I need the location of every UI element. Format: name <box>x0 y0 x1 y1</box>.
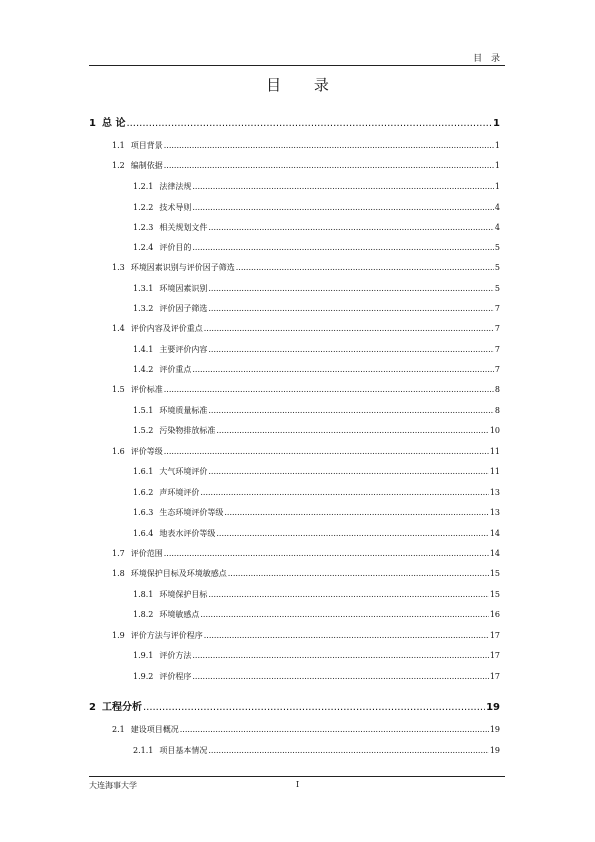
toc-entry-page: 1 <box>494 161 500 170</box>
toc-dot-leader <box>192 182 494 191</box>
toc-entry-number: 1.3 <box>112 263 125 272</box>
toc-entry-number: 1.6.1 <box>133 467 154 476</box>
toc-entry-page: 15 <box>489 590 500 599</box>
toc-entry[interactable] <box>133 650 500 661</box>
toc-entry[interactable] <box>133 364 500 375</box>
toc-entry[interactable] <box>112 446 500 457</box>
toc-entry-page: 1 <box>494 182 500 191</box>
toc-dot-leader <box>216 426 488 435</box>
toc-dot-leader <box>192 203 494 212</box>
toc-entry-title: 技术导则 <box>159 203 192 212</box>
toc-entry-number: 2.1 <box>112 725 125 734</box>
toc-entry-title: 评价因子筛选 <box>159 304 208 313</box>
toc-entry-number: 1.5.1 <box>133 406 154 415</box>
toc-entry-page: 16 <box>489 610 500 619</box>
toc-entry-number: 1.8.1 <box>133 590 154 599</box>
toc-entry-number: 1.9.1 <box>133 651 154 660</box>
toc-entry-page: 7 <box>494 345 500 354</box>
toc-entry[interactable] <box>112 548 500 559</box>
toc-dot-leader <box>192 243 494 252</box>
page-title: 目 录 <box>266 76 343 94</box>
toc-entry[interactable] <box>112 323 500 334</box>
toc-dot-leader <box>143 702 485 713</box>
toc-entry-page: 5 <box>494 284 500 293</box>
toc-dot-leader <box>200 488 488 497</box>
toc-dot-leader <box>208 345 494 354</box>
toc-dot-leader <box>208 223 494 232</box>
toc-entry-number: 2 <box>89 702 96 713</box>
toc-entry-number: 1.6.3 <box>133 508 154 517</box>
toc-entry[interactable] <box>133 242 500 253</box>
toc-entry-title: 工程分析 <box>101 702 142 713</box>
toc-entry-number: 1.5 <box>112 385 125 394</box>
toc-entry-number: 1.2.2 <box>133 203 154 212</box>
toc-entry-title: 声环境评价 <box>159 488 200 497</box>
toc-entry[interactable] <box>112 568 500 579</box>
toc-entry[interactable] <box>133 487 500 498</box>
toc-entry-number: 1.7 <box>112 549 125 558</box>
toc-entry-title: 建设项目概况 <box>130 725 179 734</box>
toc-entry-title: 大气环境评价 <box>159 467 208 476</box>
toc-entry-page: 13 <box>489 488 500 497</box>
toc-entry-number: 1.6.4 <box>133 529 154 538</box>
toc-entry-number: 1.2 <box>112 161 125 170</box>
toc-dot-leader <box>208 304 494 313</box>
toc-entry-page: 1 <box>494 141 500 150</box>
toc-dot-leader <box>208 284 494 293</box>
toc-entry[interactable] <box>133 202 500 213</box>
toc-entry-title: 评价内容及评价重点 <box>130 324 203 333</box>
toc-entry-page: 19 <box>486 702 500 713</box>
toc-entry-title: 项目背景 <box>130 141 163 150</box>
toc-dot-leader <box>200 610 488 619</box>
toc-entry[interactable] <box>89 698 500 713</box>
toc-entry-page: 8 <box>494 385 500 394</box>
toc-entry-number: 1.6.2 <box>133 488 154 497</box>
toc-entry-page: 7 <box>494 304 500 313</box>
running-head: 目 录 <box>473 54 503 64</box>
toc-entry-title: 评价程序 <box>159 672 192 681</box>
toc-entry-page: 5 <box>494 263 500 272</box>
toc-entry-page: 15 <box>489 569 500 578</box>
toc-entry-number: 1.8.2 <box>133 610 154 619</box>
toc-entry-page: 19 <box>489 746 500 755</box>
toc-entry[interactable] <box>133 609 500 620</box>
toc-entry-title: 总 论 <box>101 118 126 129</box>
toc-entry[interactable] <box>133 671 500 682</box>
toc-dot-leader <box>204 324 494 333</box>
toc-dot-leader <box>208 467 488 476</box>
toc-entry[interactable] <box>89 114 500 129</box>
toc-entry-page: 17 <box>489 631 500 640</box>
toc-dot-leader <box>228 569 489 578</box>
toc-dot-leader <box>164 385 494 394</box>
toc-entry-number: 1.9.2 <box>133 672 154 681</box>
toc-entry-number: 1.4.2 <box>133 365 154 374</box>
toc-entry-page: 17 <box>489 651 500 660</box>
toc-entry[interactable] <box>133 405 500 416</box>
toc-entry[interactable] <box>133 344 500 355</box>
toc-entry-title: 环境保护目标及环境敏感点 <box>130 569 227 578</box>
toc-dot-leader <box>224 508 488 517</box>
toc-entry-number: 1.8 <box>112 569 125 578</box>
toc-entry-number: 1.4 <box>112 324 125 333</box>
toc-entry-page: 7 <box>494 365 500 374</box>
toc-entry-number: 1.3.2 <box>133 304 154 313</box>
toc-entry[interactable] <box>133 222 500 233</box>
toc-entry-number: 1.2.3 <box>133 223 154 232</box>
toc-entry-title: 编制依据 <box>130 161 163 170</box>
toc-entry-page: 13 <box>489 508 500 517</box>
toc-entry[interactable] <box>112 724 500 735</box>
toc-entry[interactable] <box>133 425 500 436</box>
toc-entry[interactable] <box>133 303 500 314</box>
toc-entry[interactable] <box>112 262 500 273</box>
toc-dot-leader <box>204 631 489 640</box>
toc-entry-page: 19 <box>489 725 500 734</box>
toc-entry-page: 14 <box>489 549 500 558</box>
toc-dot-leader <box>216 529 488 538</box>
toc-entry-title: 评价标准 <box>130 385 163 394</box>
toc-entry[interactable] <box>133 745 500 756</box>
toc-entry-title: 地表水评价等级 <box>159 529 216 538</box>
toc-entry-title: 环境敏感点 <box>159 610 200 619</box>
toc-entry-title: 法律法规 <box>159 182 192 191</box>
toc-entry[interactable] <box>133 528 500 539</box>
toc-entry-title: 污染物排放标准 <box>159 426 216 435</box>
toc-entry-page: 11 <box>489 447 500 456</box>
toc-entry-title: 评价方法与评价程序 <box>130 631 203 640</box>
toc-dot-leader <box>192 672 488 681</box>
toc-entry-title: 主要评价内容 <box>159 345 208 354</box>
toc-entry[interactable] <box>112 630 500 641</box>
toc-entry-title: 评价等级 <box>130 447 163 456</box>
toc-entry-title: 评价目的 <box>159 243 192 252</box>
toc-dot-leader <box>164 161 494 170</box>
toc-entry-title: 环境保护目标 <box>159 590 208 599</box>
toc-entry-title: 环境因素识别 <box>159 284 208 293</box>
toc-dot-leader <box>208 406 494 415</box>
toc-entry-title: 评价重点 <box>159 365 192 374</box>
toc-entry-page: 5 <box>494 243 500 252</box>
toc-entry-number: 1.2.1 <box>133 182 154 191</box>
toc-entry-title: 相关规划文件 <box>159 223 208 232</box>
toc-entry-page: 8 <box>494 406 500 415</box>
toc-entry[interactable] <box>112 384 500 395</box>
toc-dot-leader <box>180 725 489 734</box>
toc-entry-number: 1.5.2 <box>133 426 154 435</box>
toc-dot-leader <box>164 549 489 558</box>
toc-entry-number: 1.6 <box>112 447 125 456</box>
toc-entry-page: 14 <box>489 529 500 538</box>
toc-entry-title: 评价方法 <box>159 651 192 660</box>
toc-dot-leader <box>208 746 488 755</box>
toc-entry-number: 1.3.1 <box>133 284 154 293</box>
toc-entry-page: 1 <box>493 118 500 129</box>
toc-entry[interactable] <box>133 589 500 600</box>
toc-entry[interactable] <box>133 466 500 477</box>
toc-entry[interactable] <box>133 507 500 518</box>
toc-dot-leader <box>236 263 494 272</box>
toc-dot-leader <box>164 141 494 150</box>
toc-entry-title: 项目基本情况 <box>159 746 208 755</box>
toc-entry-number: 1.9 <box>112 631 125 640</box>
toc-entry-page: 4 <box>494 203 500 212</box>
toc-dot-leader <box>192 651 488 660</box>
toc-entry-title: 环境质量标准 <box>159 406 208 415</box>
toc-entry[interactable] <box>133 283 500 294</box>
toc-entry-page: 10 <box>489 426 500 435</box>
toc-entry[interactable] <box>112 160 500 171</box>
toc-entry[interactable] <box>112 140 500 151</box>
toc-dot-leader <box>208 590 488 599</box>
toc-dot-leader <box>164 447 489 456</box>
toc-entry-title: 评价范围 <box>130 549 163 558</box>
toc-entry-page: 7 <box>494 324 500 333</box>
toc-dot-leader <box>126 118 492 129</box>
footer-rule <box>89 776 505 777</box>
footer-institution: 大连海事大学 <box>89 781 137 790</box>
toc-entry[interactable] <box>133 181 500 192</box>
toc-entry-title: 生态环境评价等级 <box>159 508 224 517</box>
toc-entry-title: 环境因素识别与评价因子筛选 <box>130 263 235 272</box>
toc-entry-number: 1.1 <box>112 141 125 150</box>
toc-entry-page: 11 <box>489 467 500 476</box>
toc-dot-leader <box>192 365 494 374</box>
toc-entry-number: 1 <box>89 118 96 129</box>
toc-entry-number: 2.1.1 <box>133 746 154 755</box>
toc-entry-page: 4 <box>494 223 500 232</box>
toc-entry-number: 1.4.1 <box>133 345 154 354</box>
toc-entry-page: 17 <box>489 672 500 681</box>
footer-page-number: I <box>296 780 300 789</box>
toc-entry-number: 1.2.4 <box>133 243 154 252</box>
